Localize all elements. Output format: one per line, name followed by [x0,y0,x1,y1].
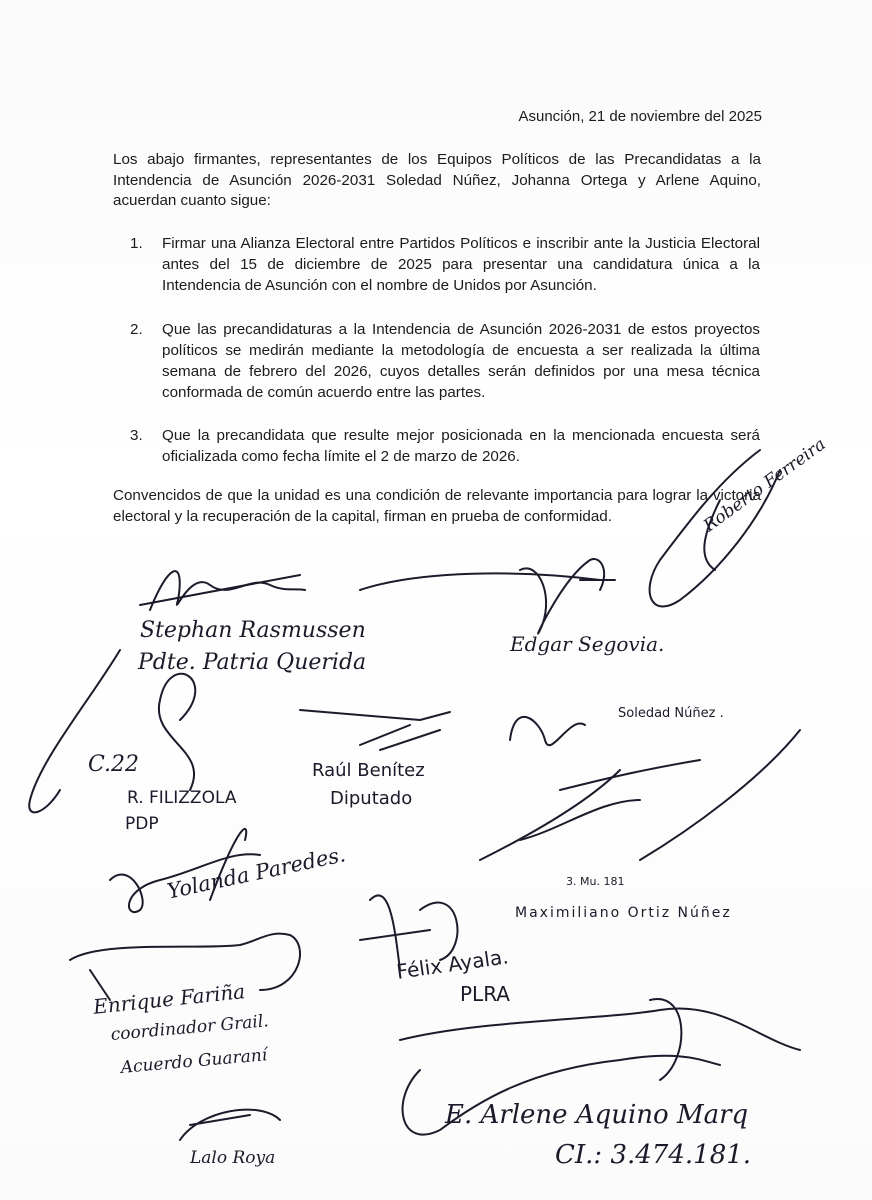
closing-paragraph: Convencidos de que la unidad es una condición de relevante importancia para lograr la victoria electoral y la recuperación de la capital, firman en prueba de conformidad. [113,487,761,525]
signer-role-benitez: Diputado [330,788,413,809]
signer-name-filizzola: R. FILIZZOLA [127,788,237,808]
signer-mark-c22: C.22 [88,752,140,777]
signer-name-segovia: Edgar Segovia. [510,632,665,656]
signer-name-ortiz: Maximiliano Ortiz Núñez [515,905,732,921]
signer-role-ayala: PLRA [460,982,510,1006]
signer-name-paredes: Yolanda Paredes. [165,842,348,904]
signer-name-nunez: Soledad Núñez . [618,706,724,721]
list-item [130,319,760,403]
signer-role-farina: coordinador Grail. [110,1011,270,1045]
signer-name-farina: Enrique Fariña [92,979,247,1019]
item-text: Que la precandidata que resulte mejor posicionada en la mencionada encuesta será oficializada como fecha límite el 2 de marzo de 2026. [162,427,760,465]
signer-name-ferreira: Roberto Ferreira [700,434,830,537]
item-text: Firmar una Alianza Electoral entre Partidos Políticos e inscribir ante la Justicia Electoral antes del 15 de diciembre de 2025 para presentar una candidatura única a la Intendencia de Asunción con el nombre de Unidos por Asunción. [162,235,760,294]
signer-name-benitez: Raúl Benítez [312,760,425,781]
item-number: 3. [130,427,143,444]
item-number: 2. [130,321,143,338]
place-date: Asunción, 21 de noviembre del 2025 [518,108,762,125]
item-text: Que las precandidaturas a la Intendencia de Asunción 2026-2031 de estos proyectos políticos se medirán mediante la metodología de encuesta a ser realizada la última semana de febrero del 2026, cuyos detalles serán definidos por una mesa técnica conformada de común acuerdo entre las partes. [162,321,760,401]
list-item [130,233,760,296]
signer-ci-aquino: CI.: 3.474.181. [555,1140,752,1170]
signer-name-rasmussen: Stephan Rasmussen [140,618,366,643]
signer-org-farina: Acuerdo Guaraní [120,1045,268,1078]
signer-name-bottom: Lalo Roya [190,1148,276,1168]
item-number: 1. [130,235,143,252]
list-item [130,425,760,467]
intro-paragraph: Los abajo firmantes, representantes de los Equipos Políticos de las Precandidatas a la Intendencia de Asunción 2026-2031 Soledad Núñez, Johanna Ortega y Arlene Aquino, acuerdan cuanto sigue: [113,151,761,209]
signer-role-filizzola: PDP [125,814,159,834]
signer-initials: 3. Mu. 181 [566,875,625,888]
signer-name-ayala: Félix Ayala. [395,944,510,984]
signer-role-rasmussen: Pdte. Patria Querida [138,650,367,675]
signer-name-aquino: E. Arlene Aquino Marq [445,1100,749,1130]
